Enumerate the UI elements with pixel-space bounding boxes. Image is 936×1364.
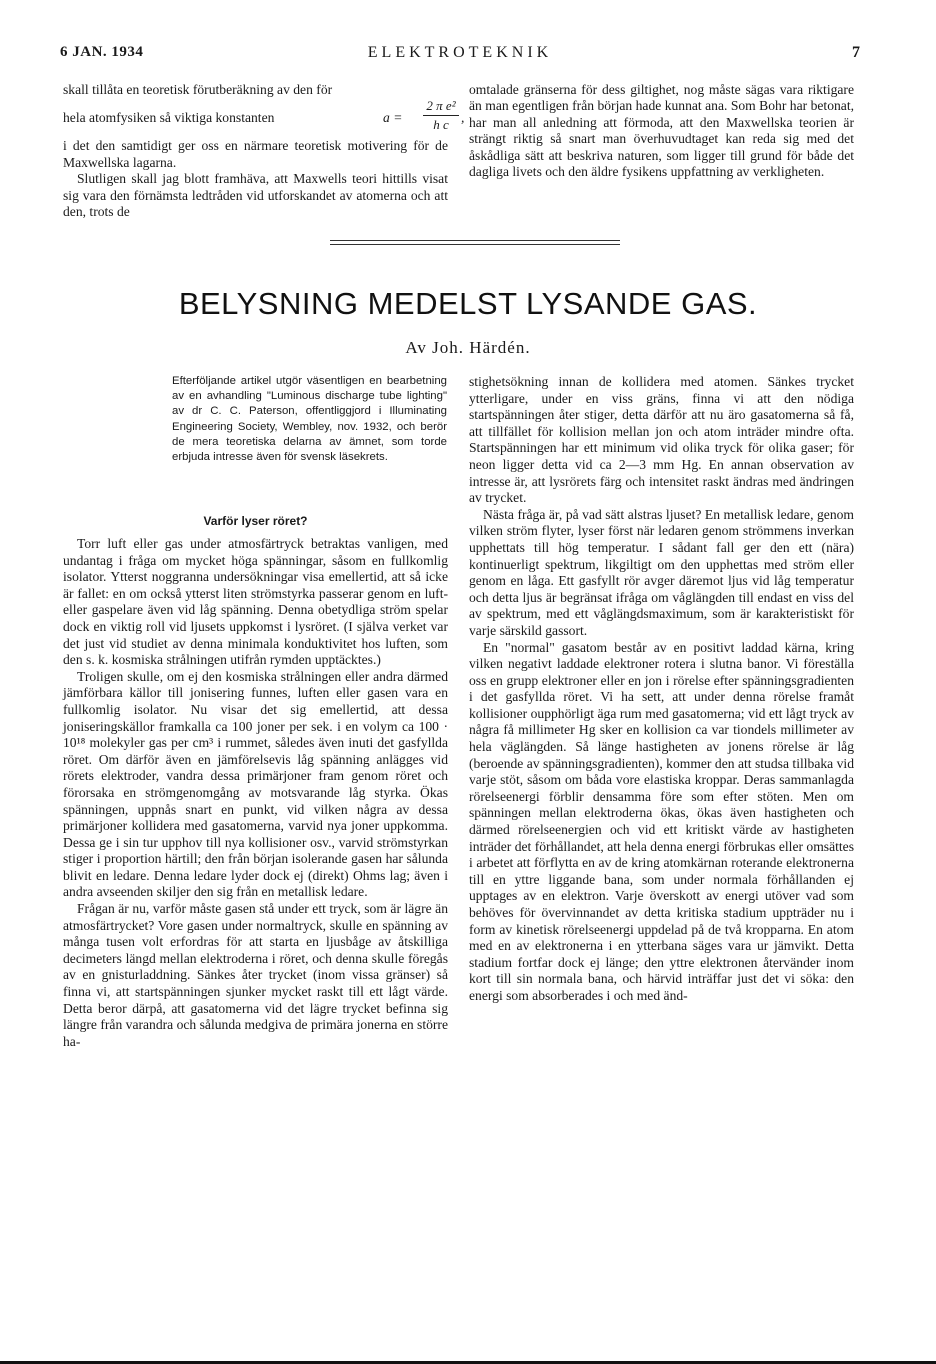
paragraph: Torr luft eller gas under atmosfärtryck betraktas vanligen, med undantag i fråga om mycket höga spänningar, såsom en fullkomlig isolator. Ytterst noggranna undersökningar visa emellertid, att så icke är fallet: en om också ytterst liten strömstyrka passerar genom en luft- eller gaspelare även vid låg spänning. Denna obetydliga ström spelar dock en viktig roll vid ljusets uppkomst i lysröret. (I själva verket var det just vid studiet av denna minimala konduktivitet hos luften, som den s. k. kosmiska strålningen utifrån rymden upptäcktes.) <box>63 536 448 668</box>
text-line: skall tillåta en teoretisk förutberäkning av den för <box>63 82 333 97</box>
formula-lhs: a = <box>383 110 403 126</box>
paragraph: omtalade gränserna för dess giltighet, nog måste sägas vara riktigare än man egentligen från början hade kunnat ana. Som Bohr har betonat, har man all anledning att förmoda, att den Maxwellska teorien är strängt riktig så snart man överhuvudtaget kan reda sig med det åskådliga sätt att beskriva naturen, som ligger till grund för både det dagliga livets och den äldre fysikens uppfattning av verkligheten. <box>469 82 854 180</box>
article-title: BELYSNING MEDELST LYSANDE GAS. <box>178 286 758 321</box>
formula-denominator: h c <box>433 117 449 133</box>
paragraph: Frågan är nu, varför måste gasen stå under ett tryck, som är lägre än atmosfärtrycket? Vore gasen under normaltryck, skulle en spänning av många tusen volt erfordras för att starta en ljusbåge av åtskilliga decimeters längd mellan elektroderna i röret, och denna skulle föregås av en gnisturladdning. Sänkes åter trycket (inom vissa gränser) så finna vi, att startspänningen sjunker mycket raskt till ett lågt värde. Detta beror därpå, att gasatomerna vid det lägre trycket befinna sig längre från varandra och sålunda medgiva de primära jonerna en större ha- <box>63 901 448 1049</box>
section-subheading: Varför lyser röret? <box>203 514 308 528</box>
section-divider-line <box>330 240 620 241</box>
article-right-column <box>469 374 854 1005</box>
paragraph: stighetsökning innan de kollidera med atomen. Sänkes trycket ytterligare, under en viss gräns, finna vi att den nödiga startspänningen åter stiger, detta därför att nu äro gasatomerna så få, att tillfället för kollision mellan jon och atom inträder mindre ofta. Startspänningen har ett minimum vid olika tryck för olika gaser; för neon ligger detta vid ca 2—3 mm Hg. En annan observation av intresse är, att lysrörets färg och intensitet raskt ändras med ändringen av trycket. <box>469 374 854 506</box>
section-divider-line <box>330 244 620 245</box>
constant-formula <box>383 98 463 138</box>
paragraph: Troligen skulle, om ej den kosmiska strålningen eller andra därmed jämförbara källor till jonisering funnes, luften eller gasen vara en fullkomlig isolator. Nu visar det sig emellertid, att dessa joniseringskällor framkalla ca 100 joner per sek. i en volym ca 100 · 10¹⁸ molekyler gas per cm³ i rummet, således även inuti det gasfyllda röret. Om därför även en jämförelsevis låg spänning anlägges vid rörets elektroder, vandra dessa primärjoner fram genom röret och förorsaka en strömgenomgång av motsvarande låg styrka. Ökas spänningen, uppnås snart en punkt, vid vilken några av dessa primärjoner kollidera med gasatomerna, varvid nya joner uppkomma. Dessa ge i sin tur upphov till nya kollisioner osv., varvid strömstyrkan stiger i proportion härtill; den från början isolerande gasen har sålunda blivit en ledare. Denna ledare lyder dock ej (direkt) Ohms lag; även i andra avseenden skiljer den sig från en metallisk ledare. <box>63 668 448 900</box>
formula-comma: , <box>461 110 465 126</box>
previous-article-left-column <box>63 82 465 220</box>
formula-fraction <box>423 98 459 133</box>
formula-line <box>63 98 465 138</box>
paragraph: En "normal" gasatom består av en positivt laddad kärna, kring vilken negativt laddade elektroner rotera i slutna banor. Vi föreställa oss en grupp elektroner eller en jon i rörelse efter spänningsgradienten i det gasfyllda röret. Vi ha sett, att under denna rörelse framåt kollisioner oupphörligt äga rum med gasatomerna; vid ett lågt tryck av några få millimeter Hg sker en kollision ca var tiondels millimeter av hela väglängden. Så länge hastigheten av jonens rörelse är låg (beroende av spänningsgradienten), kommer den att studsa tillbaka vid varje stöt, såsom om båda vore elastiska kroppar. Deras sammanlagda rörelseenergi förblir densamma före som efter stöten. Men om spänningen mellan elektroderna ökas, ökas även hastigheten och därmed rörelseenergien och vid ett kritiskt värde av hastigheten inträder det förhållandet, att hela denna energi förbrukas eller omsättes i arbetet att förflytta en av de kring atomkärnan roterande elektronerna till en yttre liggande bana, som under normala förhållanden ej upptages av en elektron. Varje överskott av energi utöver vad som behöves för övervinnandet av detta kritiska stadium uppträder nu i form av kinetisk rörelseenergi uppdelad på de två kropparna. En atom med en av elektronerna i en ytterbana säges vara ur jämvikt. Detta stadium fortfar dock ej länge; den yttre elektronen återvänder inom kort till sin normala bana, och härvid inträffar just det vi söka: den energi som absorberades i och med änd- <box>469 639 854 1003</box>
page-number: 7 <box>852 44 860 61</box>
issue-date: 6 JAN. 1934 <box>60 44 144 60</box>
article-byline: Av Joh. Härdén. <box>405 338 531 357</box>
formula-lead-text: hela atomfysiken så viktiga konstanten <box>63 110 275 126</box>
fraction-bar <box>423 115 459 116</box>
paragraph: Slutligen skall jag blott framhäva, att Maxwells teori hittills visat sig vara den förnämsta ledtråden vid utforskandet av atomerna och att den, trots de <box>63 171 448 220</box>
article-left-column <box>63 536 448 1050</box>
running-header <box>60 44 860 68</box>
previous-article-right-column <box>469 82 854 180</box>
paragraph: Nästa fråga är, på vad sätt alstras ljuset? En metallisk ledare, genom vilken ström flyter, lyser först när ledaren genom strömmens inverkan upphettats till hög temperatur. I sådant fall ger den ett (nära) kontinuerligt spektrum, likgiltigt om den upphettas med ström eller genom en låga. Ett gasfyllt rör avger däremot ljus vid låg temperatur och detta ljus är begränsat ifråga om våglängden till endast en viss del av spektrum, med ett våglängdsmaximum, som är karakteristiskt för varje särskild gassort. <box>469 506 854 638</box>
paragraph: i det den samtidigt ger oss en närmare teoretisk motivering för de Maxwellska lagarna. <box>63 138 448 170</box>
article-intro-note: Efterföljande artikel utgör väsentligen en bearbetning av en avhandling "Luminous discharge tube lighting" av dr C. C. Paterson, offentliggjord i Illuminating Engineering Society, Wembley, nov. 1932, och berör de mera teoretiska delarna av ämnet, som torde erbjuda intresse även för svensk läsekrets. <box>172 375 447 464</box>
journal-title: ELEKTROTEKNIK <box>367 44 553 61</box>
formula-numerator: 2 π e² <box>426 98 456 114</box>
